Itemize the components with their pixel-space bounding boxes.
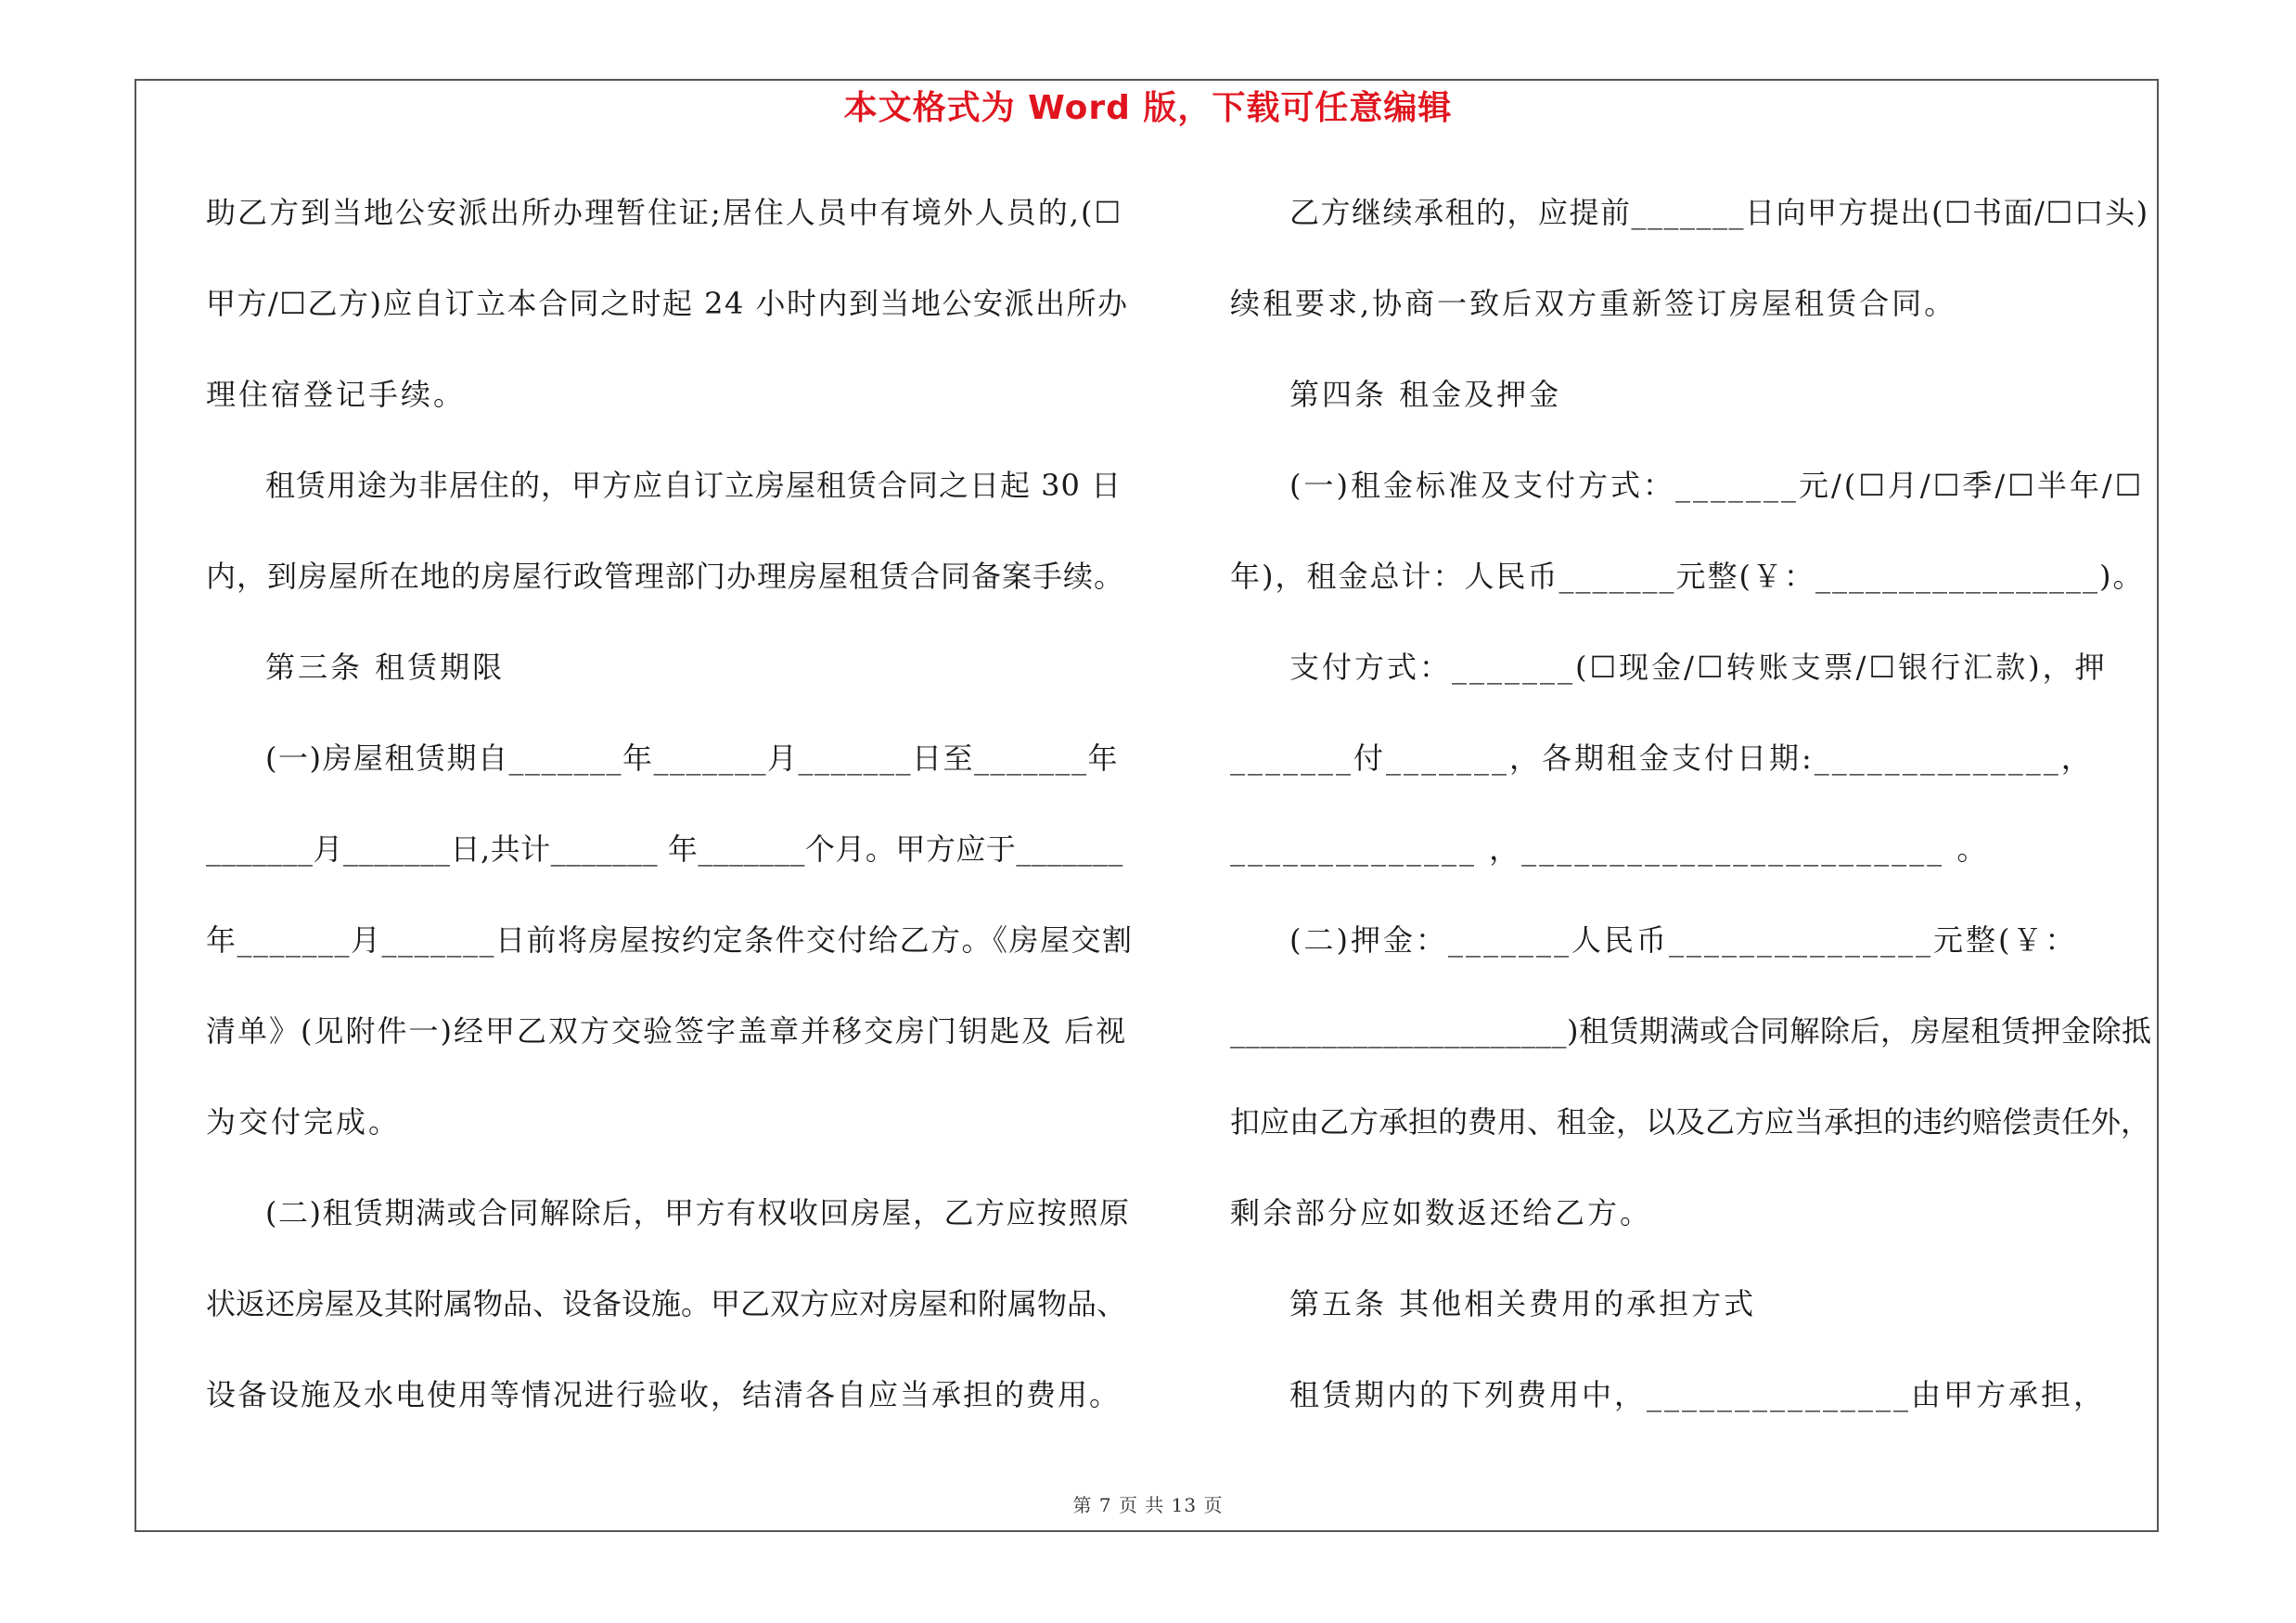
text-line: (一)房屋租赁期自_______年_______月_______日至_______年 <box>265 741 1119 776</box>
text-line: 扣应由乙方承担的费用、租金，以及乙方应当承担的违约赔偿责任外， <box>1230 1104 2151 1140</box>
section-heading: 第三条 租赁期限 <box>265 650 506 685</box>
text-line: (二)押金：_______人民币_______________元整(￥： <box>1289 922 2078 958</box>
text-line: 甲方/☐乙方)应自订立本合同之时起 24 小时内到当地公安派出所办 <box>206 286 1129 321</box>
text-line: 乙方继续承租的，应提前_______日向甲方提出(☐书面/☐口头) <box>1289 195 2149 230</box>
text-line: (一)租金标准及支付方式：_______元/(☐月/☐季/☐半年/☐ <box>1289 468 2145 503</box>
text-line: 租赁期内的下列费用中，_______________由甲方承担， <box>1289 1377 2107 1412</box>
text-line: 剩余部分应如数返还给乙方。 <box>1230 1195 1653 1230</box>
text-line: 年)，租金总计：人民币_______元整(￥：_________________)。 <box>1230 559 2145 594</box>
text-line: 设备设施及水电使用等情况进行验收，结清各自应当承担的费用。 <box>206 1377 1122 1412</box>
text-line: 为交付完成。 <box>206 1104 402 1140</box>
text-line: 理住宿登记手续。 <box>206 377 467 412</box>
text-line: 支付方式：_______(☐现金/☐转账支票/☐银行汇款)，押 <box>1289 650 2108 685</box>
text-line: _______付_______，各期租金支付日期:______________， <box>1230 741 2094 776</box>
text-line: 状返还房屋及其附属物品、设备设施。甲乙双方应对房屋和附属物品、 <box>206 1286 1127 1321</box>
text-line: 助乙方到当地公安派出所办理暂住证;居住人员中有境外人员的,(☐ <box>206 195 1123 230</box>
text-line: (二)租赁期满或合同解除后，甲方有权收回房屋，乙方应按照原 <box>265 1195 1131 1230</box>
text-line: 清单》(见附件一)经甲乙双方交验签字盖章并移交房门钥匙及 后视 <box>206 1013 1128 1049</box>
text-line: ______________ ，________________________ 。 <box>1230 831 1990 867</box>
text-line: _______月_______日,共计_______ 年_______个月。甲方应于_______ <box>206 831 1123 867</box>
text-line: 续租要求,协商一致后双方重新签订房屋租赁合同。 <box>1230 286 1957 321</box>
section-heading: 第五条 其他相关费用的承担方式 <box>1289 1286 1757 1321</box>
format-notice-banner: 本文格式为 Word 版，下载可任意编辑 <box>843 89 1453 127</box>
section-heading: 第四条 租金及押金 <box>1289 377 1562 412</box>
text-line: 年_______月_______日前将房屋按约定条件交付给乙方。《房屋交割 <box>206 922 1134 958</box>
page-number-footer: 第 7 页 共 13 页 <box>1072 1494 1224 1516</box>
text-line: ______________________)租赁期满或合同解除后，房屋租赁押金除抵 <box>1230 1013 2152 1049</box>
text-line: 租赁用途为非居住的，甲方应自订立房屋租赁合同之日起 30 日 <box>265 468 1122 503</box>
text-line: 内，到房屋所在地的房屋行政管理部门办理房屋租赁合同备案手续。 <box>206 559 1125 594</box>
